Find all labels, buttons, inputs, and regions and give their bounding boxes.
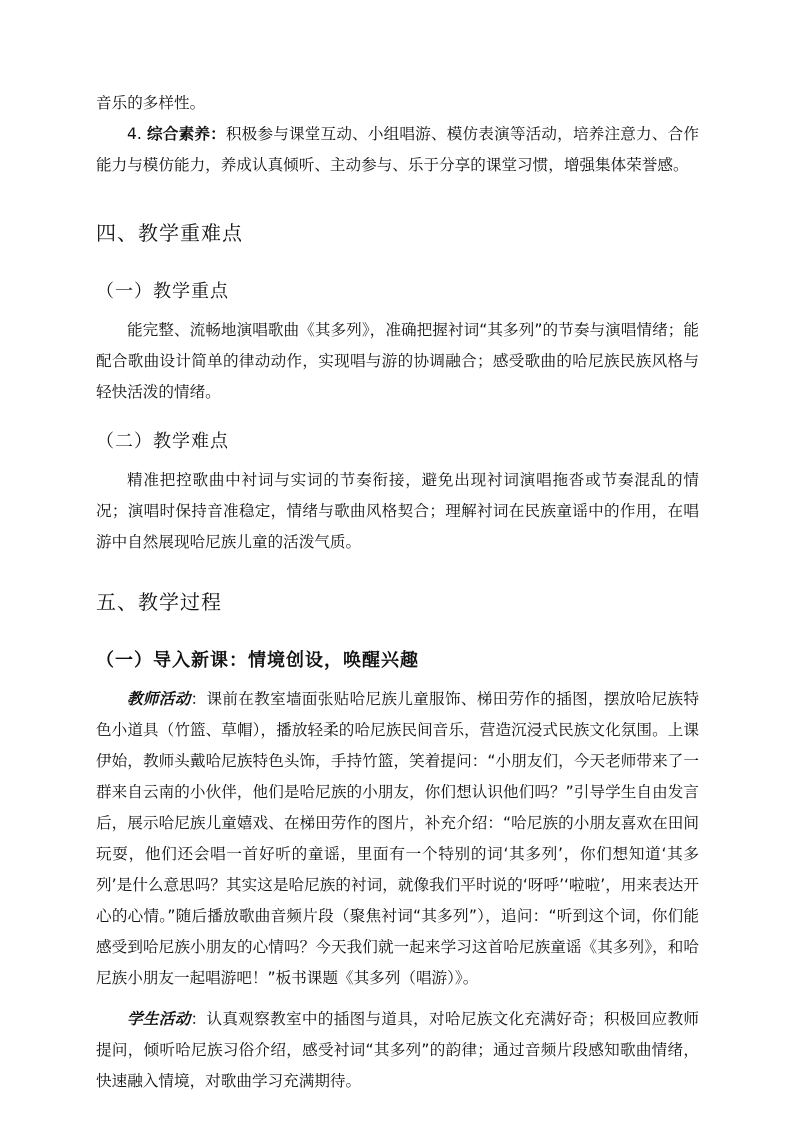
paragraph-text: 音乐的多样性。: [96, 94, 206, 112]
section-heading-4: 四、教学重难点: [96, 221, 243, 245]
item-number: 4.: [127, 125, 142, 143]
student-activity-label: 学生活动: [127, 1010, 191, 1028]
key-points-paragraph: 能完整、流畅地演唱歌曲《其多列》，准确把握衬词“其多列”的节奏与演唱情绪；能配合歌曲设计简单的律动动作，实现唱与游的协调融合；感受歌曲的哈尼族民族风格与轻快活泼的情绪。: [96, 321, 699, 401]
subheading-intro: （一）导入新课：情境创设，唤醒兴趣: [96, 650, 419, 671]
teacher-activity-text: ：课前在教室墙面张贴哈尼族儿童服饰、梯田劳作的插图，摆放哈尼族特色小道具（竹篮、草帽），播放轻柔的哈尼族民间音乐，营造沉浸式民族文化氛围。上课伊始，教师头戴哈尼族特色头饰，手持竹篮，笑着提问：“小朋友们，今天老师带来了一群来自云南的小伙伴，他们是哈尼族的小朋友，你们想认识他们吗？”引导学生自由发言后，展示哈尼族儿童嬉戏、在梯田劳作的图片，补充介绍：“哈尼族的小朋友喜欢在田间玩耍，他们还会唱一首好听的童谣，里面有一个特别的词‘其多列’，你们想知道‘其多列’是什么意思吗？其实这是哈尼族的衬词，就像我们平时说的‘呀呼’‘啦啦’，用来表达开心的心情。”随后播放歌曲音频片段（聚焦衬词“其多列”），追问：“听到这个词，你们能感受到哈尼族小朋友的心情吗？今天我们就一起来学习这首哈尼族童谣《其多列》，和哈尼族小朋友一起唱游吧！”板书课题《其多列（唱游）》。: [96, 690, 699, 987]
student-activity-text: ：认真观察教室中的插图与道具，对哈尼族文化充满好奇；积极回应教师提问，倾听哈尼族习俗介绍，感受衬词“其多列”的韵律；通过音频片段感知歌曲情绪，快速融入情境，对歌曲学习充满期待。: [96, 1010, 699, 1090]
student-activity-paragraph: [96, 1004, 699, 1097]
teacher-activity-paragraph: [96, 684, 699, 994]
item-label: 综合素养：: [147, 125, 226, 143]
difficulties-paragraph: 精准把控歌曲中衬词与实词的节奏衔接，避免出现衬词演唱拖沓或节奏混乱的情况；演唱时保持音准稳定，情绪与歌曲风格契合；理解衬词在民族童谣中的作用，在唱游中自然展现哈尼族儿童的活泼气质。: [96, 471, 699, 551]
teacher-activity-label: 教师活动: [127, 690, 191, 708]
section-heading-5: 五、教学过程: [96, 590, 222, 614]
subheading-difficulties: （二）教学难点: [96, 431, 229, 452]
subheading-key-points: （一）教学重点: [96, 281, 229, 302]
literacy-paragraph: [96, 119, 699, 181]
item-text: 积极参与课堂互动、小组唱游、模仿表演等活动，培养注意力、合作能力与模仿能力，养成认真倾听、主动参与、乐于分享的课堂习惯，增强集体荣誉感。: [96, 125, 699, 174]
